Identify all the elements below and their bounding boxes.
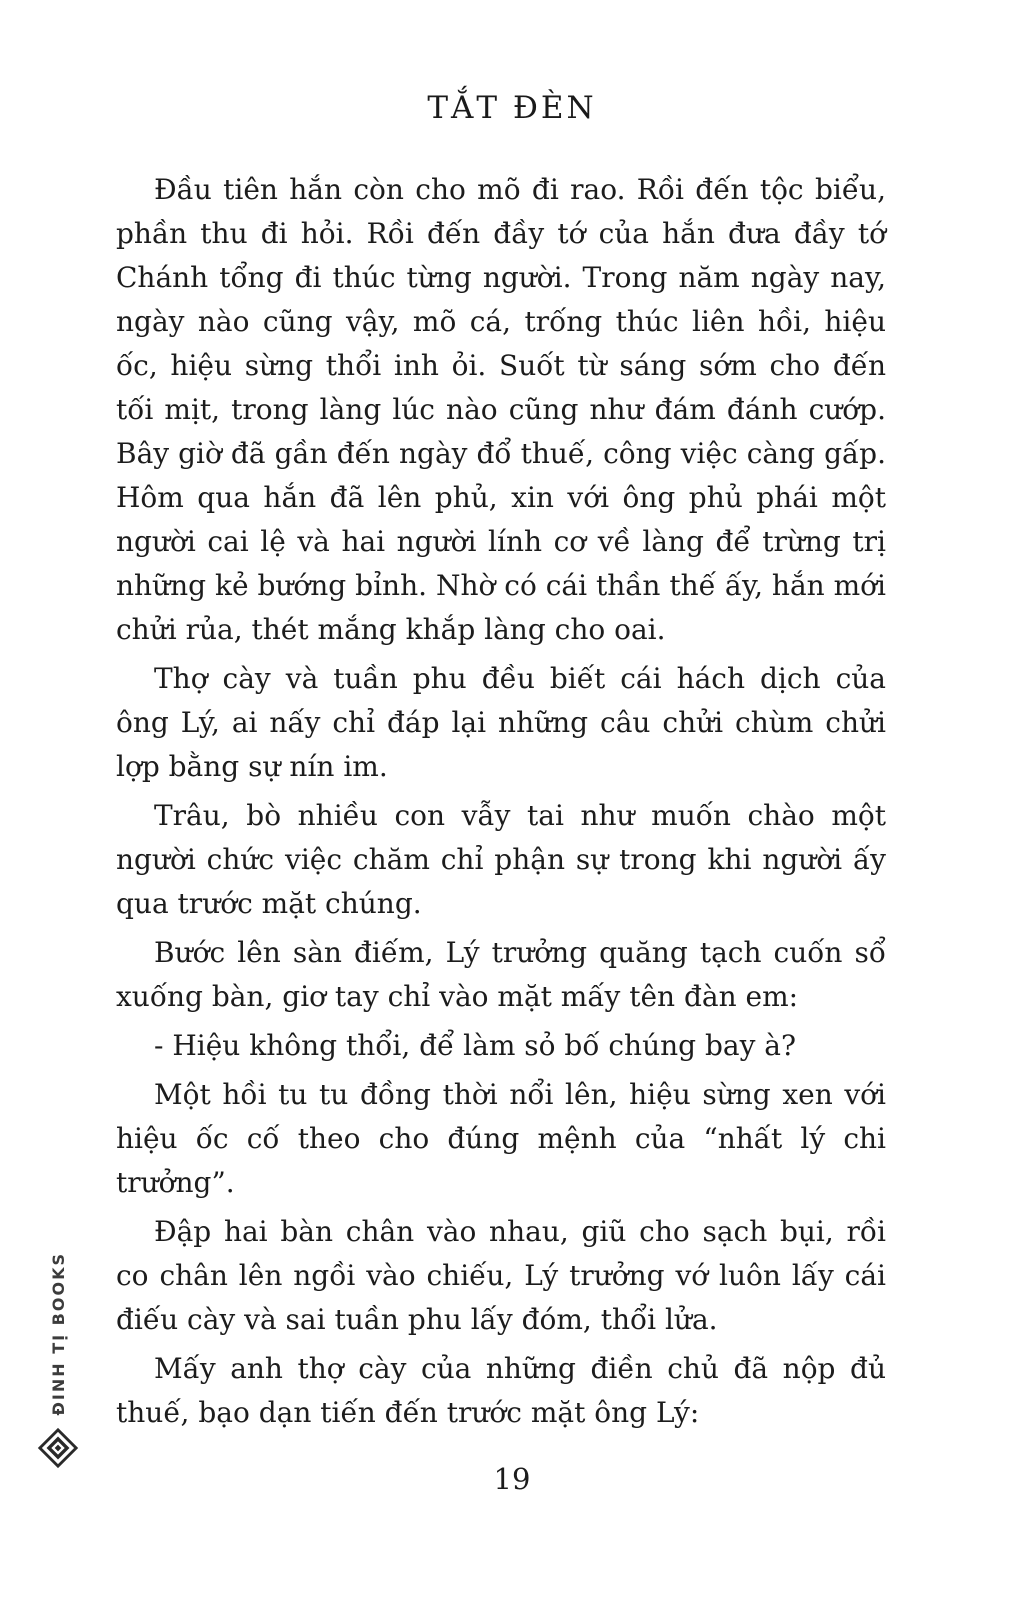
paragraph-8: Mấy anh thợ cày của những điền chủ đã nộp đủ thuế, bạo dạn tiến đến trước mặt ông Lý:: [116, 1352, 886, 1429]
paragraph-7: Đập hai bàn chân vào nhau, giũ cho sạch bụi, rồi co chân lên ngồi vào chiếu, Lý trưởng vớ luôn lấy cái điếu cày và sai tuần phu lấy đóm, thổi lửa.: [116, 1215, 886, 1336]
book-title: TẮT ĐÈN: [427, 90, 597, 126]
paragraph-4: Bước lên sàn điếm, Lý trưởng quăng tạch cuốn sổ xuống bàn, giơ tay chỉ vào mặt mấy tên đàn em:: [116, 936, 886, 1013]
page-number: 19: [493, 1462, 531, 1496]
paragraph-6: Một hồi tu tu đồng thời nổi lên, hiệu sừng xen với hiệu ốc cố theo cho đúng mệnh của “nhất lý chi trưởng”.: [116, 1078, 886, 1199]
paragraph-5-dialogue: - Hiệu không thổi, để làm sỏ bố chúng bay à?: [154, 1029, 797, 1062]
page-content: [116, 168, 886, 1440]
publisher-mark: [36, 1252, 80, 1469]
paragraph-1: Đầu tiên hắn còn cho mõ đi rao. Rồi đến tộc biểu, phần thu đi hỏi. Rồi đến đầy tớ của hắn đưa đầy tớ Chánh tổng đi thúc từng người. Trong năm ngày nay, ngày nào cũng vậy, mõ cá, trống thúc liên hồi, hiệu ốc, hiệu sừng thổi inh ỏi. Suốt từ sáng sớm cho đến tối mịt, trong làng lúc nào cũng như đám đánh cướp. Bây giờ đã gần đến ngày đổ thuế, công việc càng gấp. Hôm qua hắn đã lên phủ, xin với ông phủ phái một người cai lệ và hai người lính cơ về làng để trừng trị những kẻ bướng bỉnh. Nhờ có cái thần thế ấy, hắn mới chửi rủa, thét mắng khắp làng cho oai.: [116, 173, 886, 646]
publisher-name: ĐINH TỊ BOOKS: [48, 1252, 68, 1416]
paragraph-3: Trâu, bò nhiều con vẫy tai như muốn chào một người chức việc chăm chỉ phận sự trong khi người ấy qua trước mặt chúng.: [116, 799, 886, 920]
paragraph-2: Thợ cày và tuần phu đều biết cái hách dịch của ông Lý, ai nấy chỉ đáp lại những câu chửi chùm chửi lợp bằng sự nín im.: [116, 662, 886, 783]
